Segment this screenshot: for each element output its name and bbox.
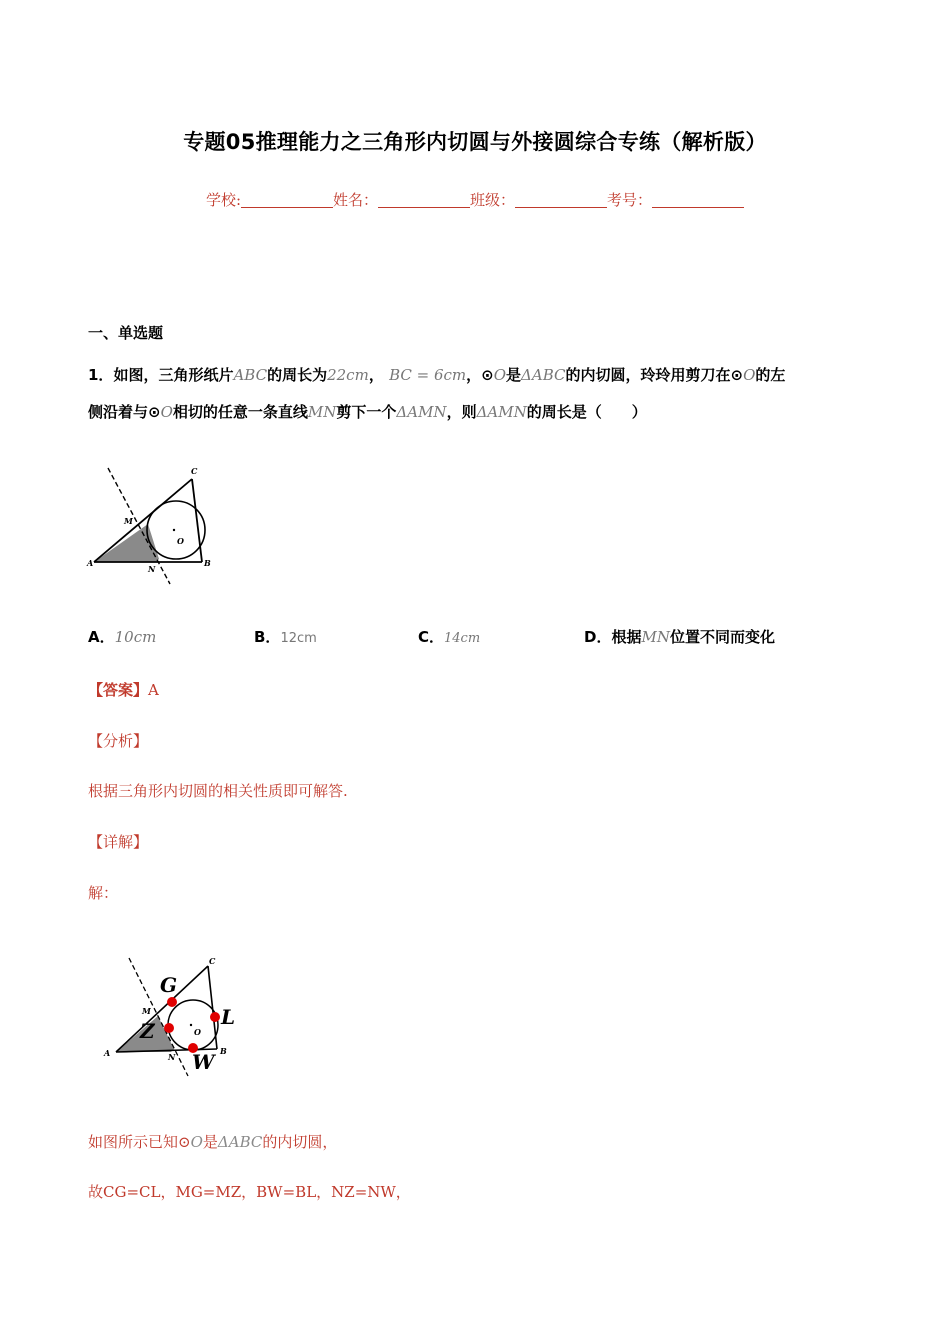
tangent-line-mn xyxy=(129,958,188,1076)
label-z: Z xyxy=(140,1019,155,1043)
label-b: B xyxy=(204,558,211,568)
q-text: 的周长为 xyxy=(267,366,328,384)
q-text: 侧沿着与⊙ xyxy=(88,403,161,421)
option-d-text: 根据 xyxy=(611,628,642,646)
exam-no-label: 考号： xyxy=(607,191,653,209)
q-math: MN xyxy=(307,403,337,421)
sol-text: 的内切圆， xyxy=(262,1133,338,1151)
class-blank xyxy=(515,192,607,208)
question-number: 1． xyxy=(88,366,114,384)
q-text: 的周长是（ ） xyxy=(526,403,647,421)
name-blank xyxy=(378,192,470,208)
q-math: ABC xyxy=(233,366,268,384)
sol-text: 是 xyxy=(202,1133,218,1151)
label-b: B xyxy=(220,1046,227,1056)
sol-math: O xyxy=(190,1133,203,1151)
label-l: L xyxy=(221,1005,236,1029)
incircle xyxy=(147,501,205,559)
q-math: ΔABC xyxy=(521,366,566,384)
name-label: 姓名： xyxy=(333,191,379,209)
incircle xyxy=(168,1000,218,1050)
tangent-line-mn xyxy=(108,468,170,584)
q-text: 是 xyxy=(506,366,522,384)
option-b-label: B． xyxy=(254,628,281,646)
label-o: O xyxy=(177,536,184,546)
student-info-line xyxy=(0,189,950,210)
analysis-label: 【分析】 xyxy=(88,732,149,750)
q-text: ，⊙ xyxy=(466,366,494,384)
detail-label: 【详解】 xyxy=(88,833,149,851)
label-o: O xyxy=(194,1027,201,1037)
option-c-label: C． xyxy=(418,628,445,646)
analysis-text: 根据三角形内切圆的相关性质即可解答. xyxy=(88,782,348,800)
section-heading: 一、单选题 xyxy=(88,324,164,342)
answer-line xyxy=(88,679,159,700)
option-d-math: MN xyxy=(641,628,670,646)
label-n: N xyxy=(148,564,156,574)
q-text: 如图，三角形纸片 xyxy=(113,366,234,384)
solution-line-2: 故CG=CL，MG=MZ，BW=BL，NZ=NW， xyxy=(88,1183,411,1201)
label-w: W xyxy=(192,1050,215,1074)
q-math: 22cm xyxy=(327,366,369,384)
label-c: C xyxy=(209,956,216,966)
q-math: BC = 6cm xyxy=(389,366,467,384)
exam-no-blank xyxy=(652,192,744,208)
q-text: 相切的任意一条直线 xyxy=(172,403,308,421)
option-d-label: D． xyxy=(584,628,612,646)
option-a-label: A． xyxy=(88,628,115,646)
q-text: 的内切圆，玲玲用剪刀在⊙ xyxy=(565,366,744,384)
q-math: O xyxy=(493,366,507,384)
triangle-figure-2 xyxy=(96,952,246,1080)
label-n: N xyxy=(168,1052,176,1062)
q-math: ΔAMN xyxy=(396,403,447,421)
q-text: 的左 xyxy=(755,366,786,384)
option-a[interactable] xyxy=(88,626,156,647)
q-text: 剪下一个 xyxy=(336,403,397,421)
class-label: 班级： xyxy=(470,191,516,209)
school-label: 学校: xyxy=(205,191,241,209)
option-c-value: 14cm xyxy=(444,631,481,646)
center-dot xyxy=(190,1024,192,1026)
tangent-point-z xyxy=(164,1023,174,1033)
label-m: M xyxy=(142,1006,151,1016)
q-math: ΔAMN xyxy=(476,403,527,421)
sol-math: ΔABC xyxy=(217,1133,263,1151)
option-b[interactable] xyxy=(254,626,317,647)
option-d[interactable] xyxy=(584,626,775,647)
center-dot xyxy=(173,529,175,531)
detail-intro: 解： xyxy=(88,884,119,902)
option-d-text: 位置不同而变化 xyxy=(669,628,775,646)
question-line-2 xyxy=(88,401,647,422)
tangent-point-l xyxy=(210,1012,220,1022)
label-g: G xyxy=(160,973,178,997)
school-blank xyxy=(241,192,333,208)
solution-line-1 xyxy=(88,1131,337,1152)
question-line-1 xyxy=(88,364,785,385)
q-math: O xyxy=(160,403,173,421)
sol-text: 如图所示已知⊙ xyxy=(88,1133,191,1151)
option-c[interactable] xyxy=(418,626,480,647)
label-a: A xyxy=(104,1048,111,1058)
page-title: 专题05推理能力之三角形内切圆与外接圆综合专练（解析版） xyxy=(183,130,767,154)
q-text: ， xyxy=(368,366,384,384)
label-a: A xyxy=(87,558,94,568)
label-m: M xyxy=(124,516,133,526)
q-text: ，则 xyxy=(446,403,477,421)
triangle-figure-1 xyxy=(84,462,224,587)
option-a-value: 10cm xyxy=(114,628,157,646)
answer-label: 【答案】 xyxy=(88,681,149,699)
option-b-value: 12cm xyxy=(280,631,317,646)
answer-value: A xyxy=(148,681,159,699)
label-c: C xyxy=(191,466,198,476)
tangent-point-g xyxy=(167,997,177,1007)
q-math: O xyxy=(743,366,756,384)
